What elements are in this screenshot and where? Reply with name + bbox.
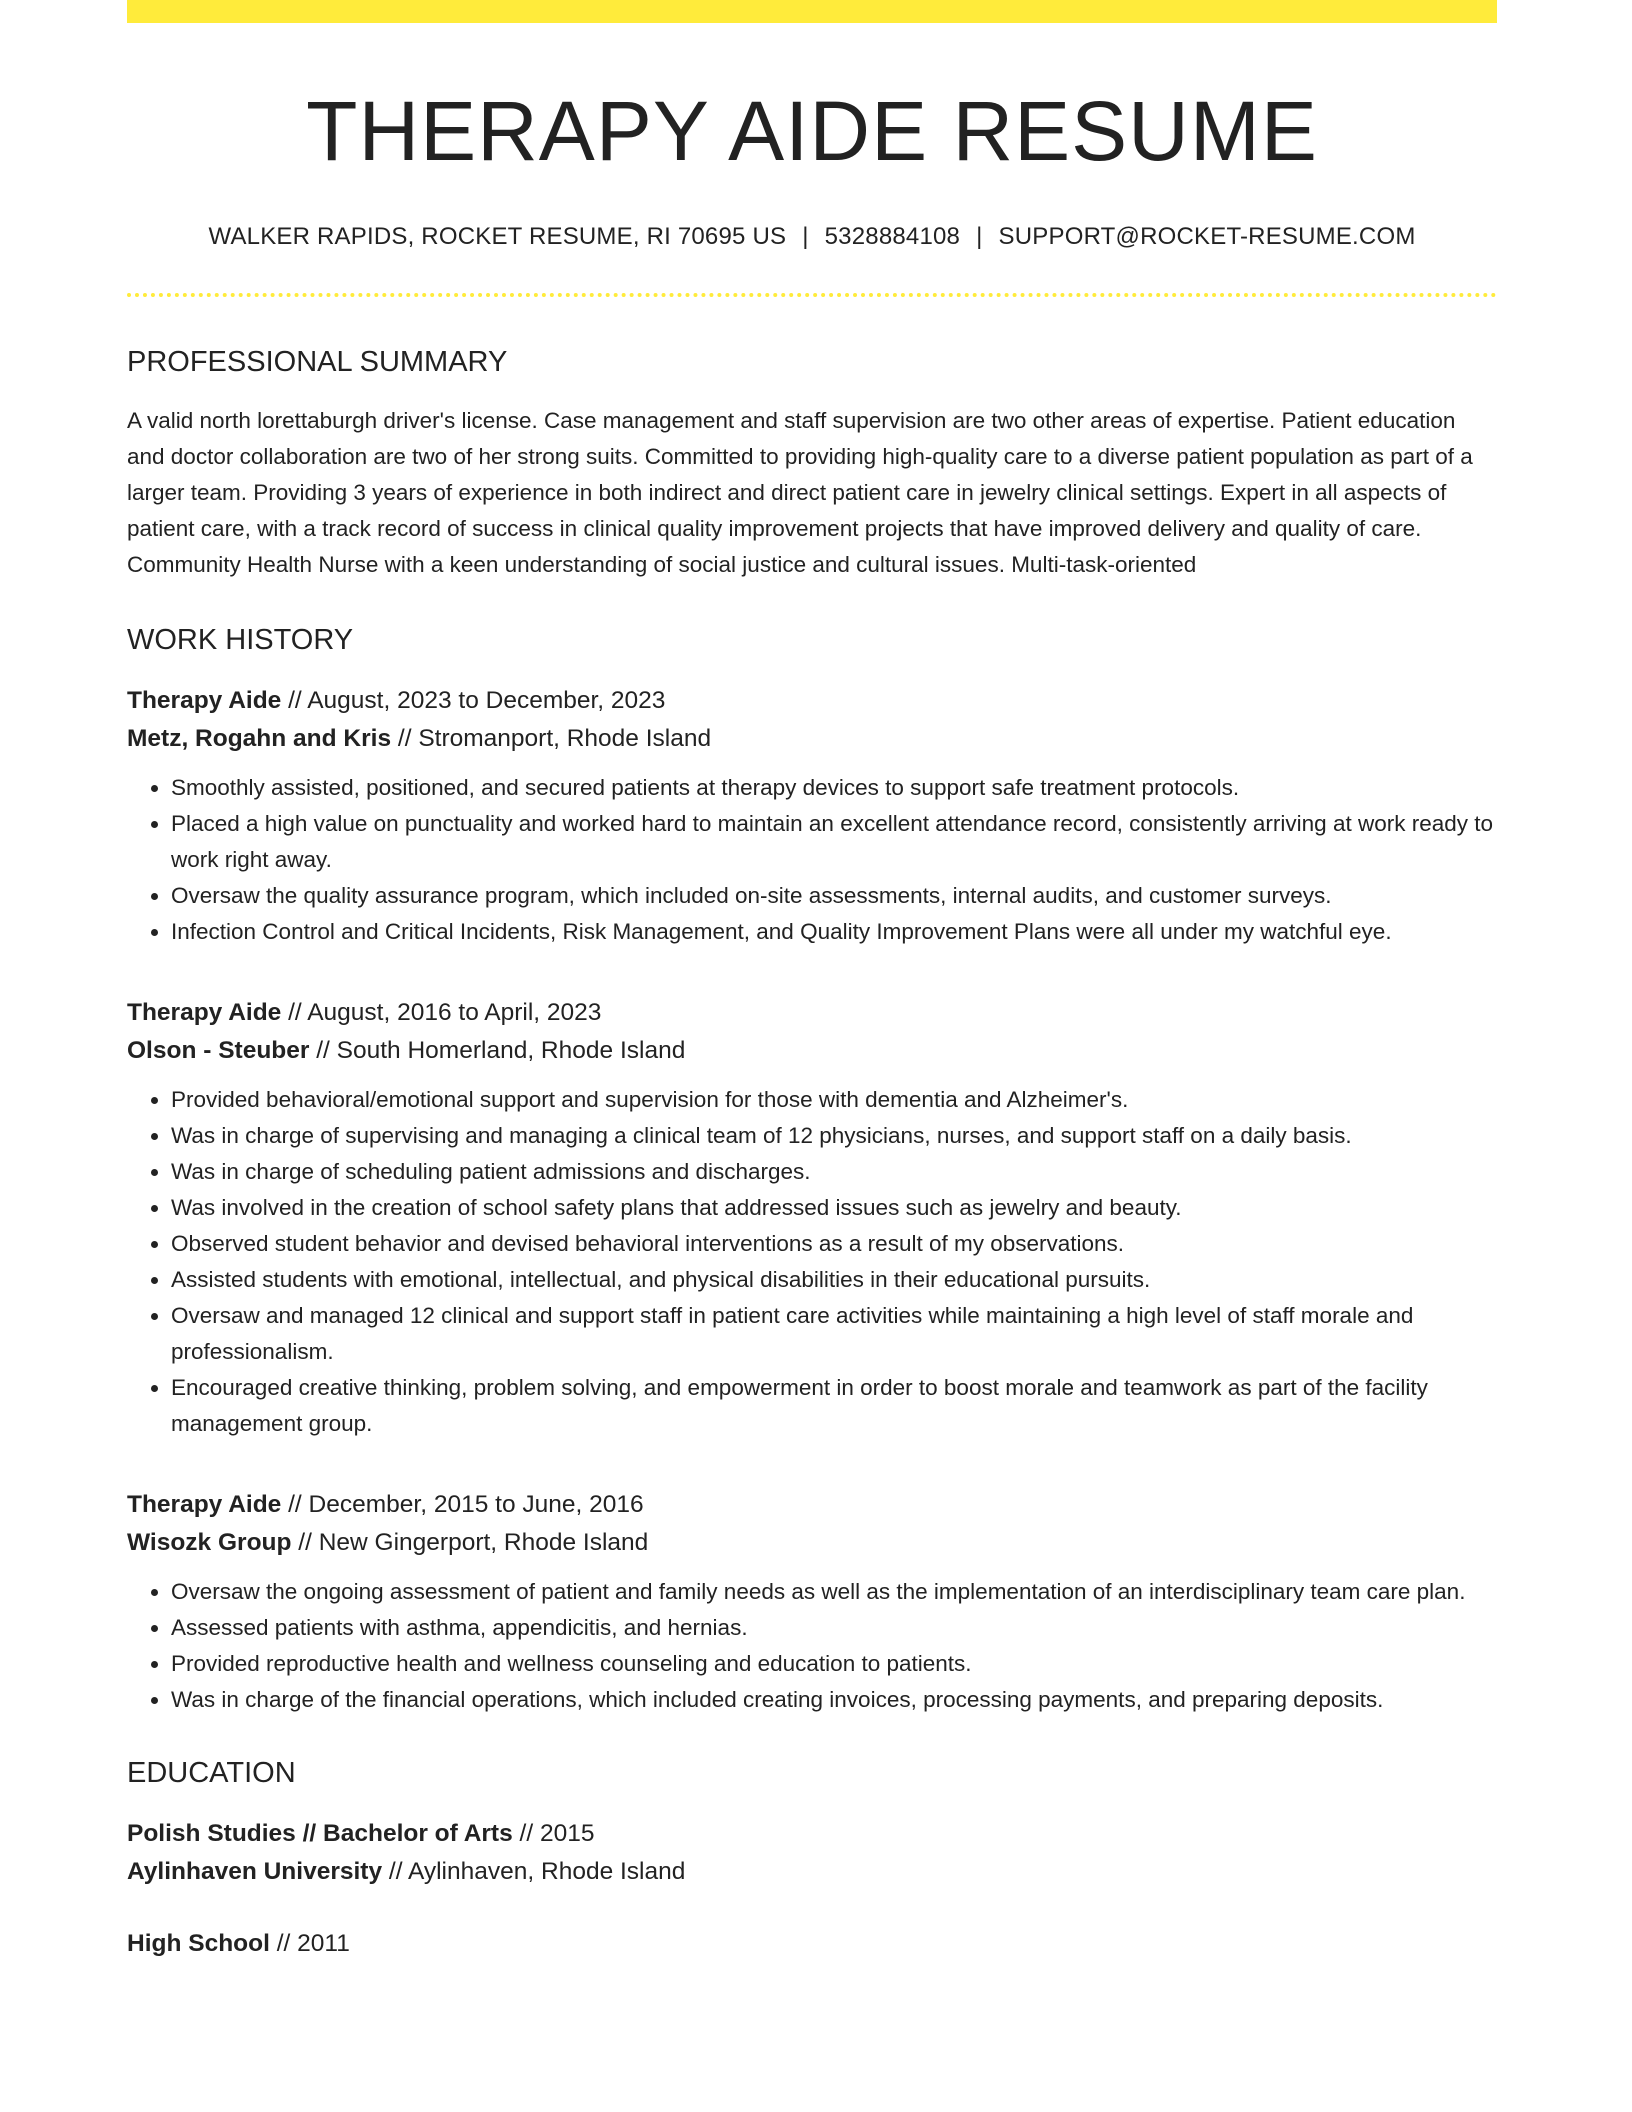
education-degree-line	[127, 1925, 1497, 1963]
job-title-line	[127, 994, 1497, 1032]
job-entry	[127, 994, 1497, 1442]
job-bullet: • Oversaw the quality assurance program, which included on-site assessments, internal audits, and customer surveys.	[171, 878, 1497, 914]
job-bullet: • Smoothly assisted, positioned, and secured patients at therapy devices to support safe treatment protocols.	[171, 770, 1497, 806]
job-title: Therapy Aide	[127, 687, 282, 715]
job-bullet: • Placed a high value on punctuality and worked hard to maintain an excellent attendance record, consistently arriving at work ready to work right away.	[171, 806, 1497, 878]
field-separator: //	[512, 1819, 540, 1847]
field-separator: //	[269, 1929, 298, 1957]
summary-text: A valid north lorettaburgh driver's license. Case management and staff supervision are two other areas of expertise. Patient education and doctor collaboration are two of her strong suits. Committed to providing high-quality care to a diverse patient population as part of a larger team. Providing 3 years of experience in both indirect and direct patient care in jewelry clinical settings. Expert in all aspects of patient care, with a track record of success in clinical quality improvement projects that have improved delivery and quality of care. Community Health Nurse with a keen understanding of social justice and cultural issues. Multi-task-oriented	[127, 408, 1473, 578]
job-bullets	[127, 770, 1497, 950]
header-divider	[127, 293, 1497, 297]
education-year: 2015	[539, 1819, 595, 1847]
job-location: Stromanport, Rhode Island	[418, 725, 712, 753]
job-bullet: • Was in charge of supervising and managing a clinical team of 12 physicians, nurses, and support staff on a daily basis.	[171, 1118, 1497, 1154]
job-entry	[127, 1486, 1497, 1718]
education-entry	[127, 1815, 1497, 1891]
contact-separator: |	[802, 223, 809, 251]
job-employer: Olson - Steuber	[127, 1037, 310, 1065]
education-degree: Polish Studies // Bachelor of Arts	[127, 1819, 513, 1847]
job-employer-line	[127, 1032, 1497, 1070]
job-bullet: • Oversaw the ongoing assessment of patient and family needs as well as the implementation of an interdisciplinary team care plan.	[171, 1574, 1497, 1610]
job-bullet: • Infection Control and Critical Incidents, Risk Management, and Quality Improvement Plans were all under my watchful eye.	[171, 914, 1497, 950]
job-employer-line	[127, 1524, 1497, 1562]
job-title-line	[127, 682, 1497, 720]
field-separator: //	[281, 687, 308, 715]
job-employer: Metz, Rogahn and Kris	[127, 725, 392, 753]
contact-phone: 5328884108	[824, 223, 961, 251]
contact-line	[127, 221, 1497, 252]
job-entry	[127, 682, 1497, 950]
top-accent-bar	[127, 0, 1497, 23]
education-degree: High School	[127, 1929, 270, 1957]
job-employer-line	[127, 720, 1497, 758]
job-employer: Wisozk Group	[127, 1529, 292, 1557]
job-bullet: • Oversaw and managed 12 clinical and support staff in patient care activities while maintaining a high level of staff morale and professionalism.	[171, 1298, 1497, 1370]
job-dates: August, 2016 to April, 2023	[307, 999, 602, 1027]
job-bullet: • Provided reproductive health and wellness counseling and education to patients.	[171, 1646, 1497, 1682]
field-separator: //	[281, 999, 308, 1027]
job-bullet: • Provided behavioral/emotional support and supervision for those with dementia and Alzheimer's.	[171, 1082, 1497, 1118]
job-bullet: • Was in charge of scheduling patient admissions and discharges.	[171, 1154, 1497, 1190]
field-separator: //	[281, 1491, 309, 1519]
job-title: Therapy Aide	[127, 999, 282, 1027]
field-separator: //	[309, 1037, 337, 1065]
education-school: Aylinhaven University	[127, 1857, 383, 1885]
education-heading: EDUCATION	[127, 1757, 296, 1790]
job-dates: August, 2023 to December, 2023	[307, 687, 666, 715]
job-bullet: • Was involved in the creation of school safety plans that addressed issues such as jewelry and beauty.	[171, 1190, 1497, 1226]
education-school-line	[127, 1853, 1497, 1891]
job-bullet: • Assessed patients with asthma, appendicitis, and hernias.	[171, 1610, 1497, 1646]
field-separator: //	[382, 1857, 408, 1885]
job-bullets	[127, 1082, 1497, 1442]
job-dates: December, 2015 to June, 2016	[308, 1491, 644, 1519]
education-entry	[127, 1925, 1497, 1963]
field-separator: //	[291, 1529, 319, 1557]
job-bullets	[127, 1574, 1497, 1718]
education-location: Aylinhaven, Rhode Island	[407, 1857, 686, 1885]
job-bullet: • Encouraged creative thinking, problem solving, and empowerment in order to boost morale and teamwork as part of the facility management group.	[171, 1370, 1497, 1442]
contact-separator: |	[976, 223, 983, 251]
education-degree-line	[127, 1815, 1497, 1853]
work-history-heading: WORK HISTORY	[127, 624, 354, 657]
job-location: New Gingerport, Rhode Island	[318, 1529, 649, 1557]
field-separator: //	[391, 725, 419, 753]
resume-page	[127, 0, 1497, 1963]
education-year: 2011	[297, 1929, 350, 1957]
contact-address: WALKER RAPIDS, ROCKET RESUME, RI 70695 US	[208, 223, 787, 251]
job-location: South Homerland, Rhode Island	[336, 1037, 686, 1065]
job-bullet: • Observed student behavior and devised behavioral interventions as a result of my observations.	[171, 1226, 1497, 1262]
summary-heading: PROFESSIONAL SUMMARY	[127, 345, 508, 378]
job-bullet: • Assisted students with emotional, intellectual, and physical disabilities in their educational pursuits.	[171, 1262, 1497, 1298]
job-title-line	[127, 1486, 1497, 1524]
job-bullet: • Was in charge of the financial operations, which included creating invoices, processing payments, and preparing deposits.	[171, 1682, 1497, 1718]
job-title: Therapy Aide	[127, 1491, 282, 1519]
resume-title: THERAPY AIDE RESUME	[306, 84, 1318, 178]
contact-email: SUPPORT@ROCKET-RESUME.COM	[998, 223, 1416, 251]
